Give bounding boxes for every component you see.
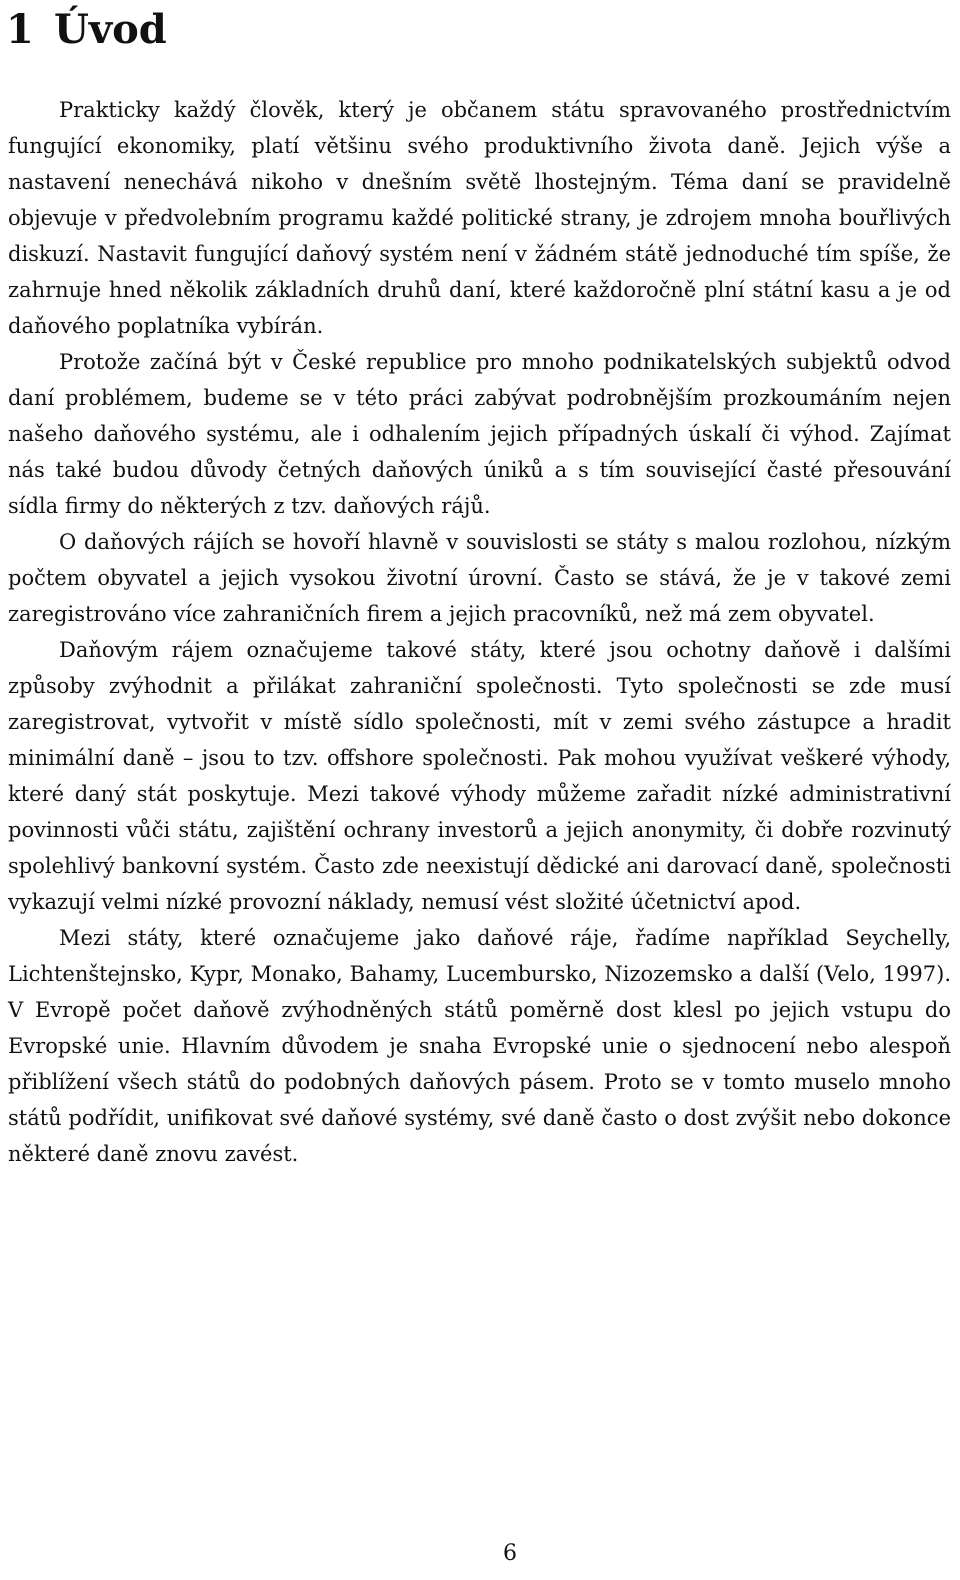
chapter-number: 1 (6, 6, 34, 53)
paragraph-tax-haven-examples: Mezi státy, které označujeme jako daňové ráje, řadíme například Seychelly, Lichtenštejnsko, Kypr, Monako, Bahamy, Lucembursko, Nizozemsko a další (Velo, 1997). V Evropě počet daňově zvýhodněných států poměrně dost klesl po jejich vstupu do Evropské unie. Hlavním důvodem je snaha Evropské unie o sjednocení nebo alespoň přiblížení všech států do podobných daňových pásem. Proto se v tomto muselo mnoho států podřídit, unifikovat své daňové systémy, své daně často o dost zvýšit nebo dokonce některé daně znovu zavést. (8, 926, 951, 1166)
chapter-heading (6, 6, 167, 54)
chapter-title: Úvod (54, 6, 167, 53)
paragraph-tax-havens-context: O daňových rájích se hovoří hlavně v souvislosti se státy s malou rozlohou, nízkým počtem obyvatel a jejich vysokou životní úrovní. Často se stává, že je v takové zemi zaregistrováno více zahraničních firem a jejich pracovníků, než má zem obyvatel. (8, 530, 951, 626)
chapter-body (8, 92, 951, 1172)
page-number: 6 (503, 1541, 517, 1566)
paragraph-research-aim: Protože začíná být v České republice pro mnoho podnikatelských subjektů odvod daní problémem, budeme se v této práci zabývat podrobnějším prozkoumáním nejen našeho daňového systému, ale i odhalením jejich případných úskalí či výhod. Zajímat nás také budou důvody četných daňových úniků a s tím související časté přesouvání sídla firmy do některých z tzv. daňových rájů. (8, 350, 951, 518)
paragraph-introduction: Prakticky každý člověk, který je občanem státu spravovaného prostřednictvím fungující ekonomiky, platí většinu svého produktivního života daně. Jejich výše a nastavení nenechává nikoho v dnešním světě lhostejným. Téma daní se pravidelně objevuje v předvolebním programu každé politické strany, je zdrojem mnoha bouřlivých diskuzí. Nastavit fungující daňový systém není v žádném státě jednoduché tím spíše, že zahrnuje hned několik základních druhů daní, které každoročně plní státní kasu a je od daňového poplatníka vybírán. (8, 98, 951, 338)
paragraph-tax-haven-definition: Daňovým rájem označujeme takové státy, které jsou ochotny daňově i dalšími způsoby zvýhodnit a přilákat zahraniční společnosti. Tyto společnosti se zde musí zaregistrovat, vytvořit v místě sídlo společnosti, mít v zemi svého zástupce a hradit minimální daně – jsou to tzv. offshore společnosti. Pak mohou využívat veškeré výhody, které daný stát poskytuje. Mezi takové výhody můžeme zařadit nízké administrativní povinnosti vůči státu, zajištění ochrany investorů a jejich anonymity, či dobře rozvinutý spolehlivý bankovní systém. Často zde neexistují dědické ani darovací daně, společnosti vykazují velmi nízké provozní náklady, nemusí vést složité účetnictví apod. (8, 638, 951, 914)
